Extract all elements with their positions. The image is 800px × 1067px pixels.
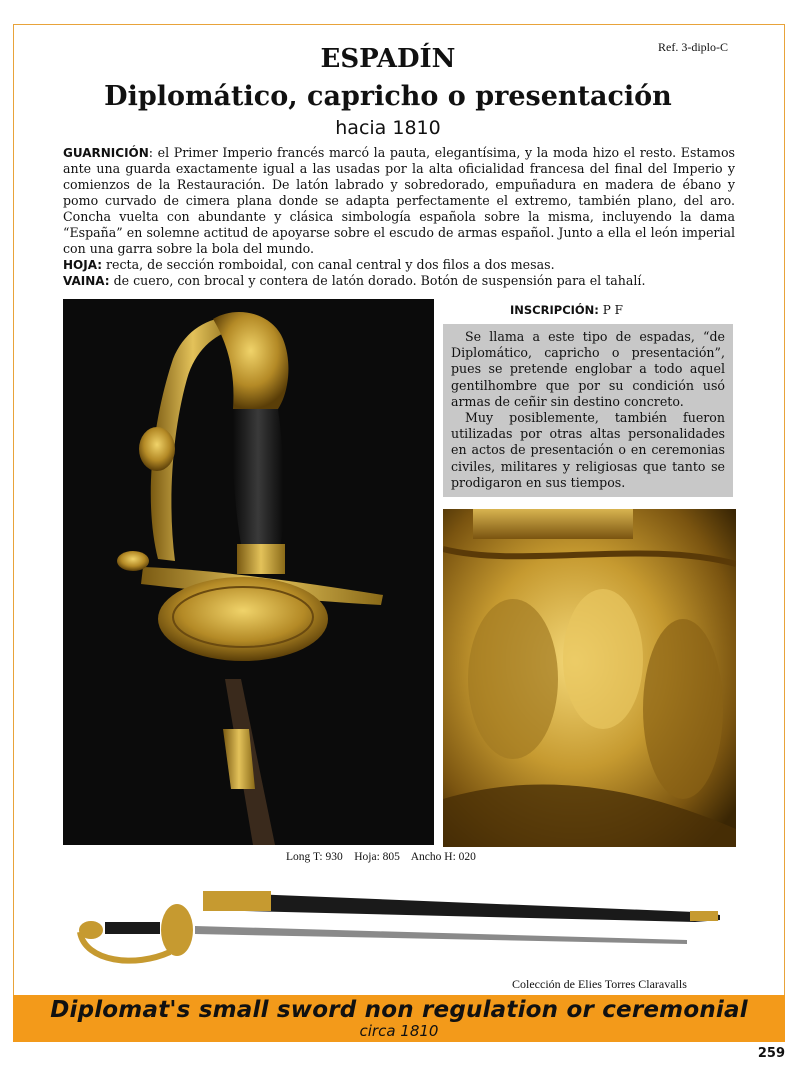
hoja-label: HOJA:: [63, 258, 103, 272]
english-title-band: [13, 995, 785, 1042]
english-subtitle: circa 1810: [359, 1022, 439, 1040]
shell-detail-photo: [443, 509, 736, 847]
note-paragraph-2: Muy posiblemente, también fueron utilizadas por otras altas personalidades en actos de presentación o en ceremonias civiles, militares y religiosas que tanto se prodigaron en sus tiempos.: [451, 410, 725, 490]
english-title: Diplomat's small sword non regulation or ceremonial: [50, 997, 748, 1023]
note-box: [443, 324, 733, 497]
collection-credit: Colección de Elies Torres Claravalls: [512, 977, 687, 991]
reference-code: Ref. 3-diplo-C: [658, 40, 728, 54]
guarnicion-label: GUARNICIÓN: [63, 146, 149, 160]
page-date: hacia 1810: [335, 117, 441, 139]
guarnicion-text: : el Primer Imperio francés marcó la pauta, elegantísima, y la moda hizo el resto. Estamos ante una guarda exactamente igual a las usadas por la alta oficialidad francesa del final del Imperio y comienzos de la Restauración. De latón labrado y sobredorado, empuñadura en madera de ébano y pomo curvado de cimera plana donde se adapta perfectamente el extremo, también plano, del aro. Concha vuelta con abundante y clásica simbología española sobre la misma, incluyendo la dama “España” en solemne actitud de apoyarse sobre el escudo de armas español. Junto a ella el león imperial con una garra sobre la bola del mundo.: [63, 145, 735, 256]
inscription-value: P F: [602, 303, 623, 317]
page-title: ESPADÍN: [320, 44, 456, 74]
note-paragraph-1: Se llama a este tipo de espadas, “de Diplomático, capricho o presentación”, pues se pretende englobar a todo aquel gentilhombre que por su condición usó armas de ceñir sin destino concreto.: [451, 329, 725, 409]
full-sword-photo: [75, 882, 725, 972]
inscription-label: INSCRIPCIÓN:: [510, 303, 599, 317]
hilt-photo: [63, 299, 434, 845]
vaina-label: VAINA:: [63, 274, 110, 288]
description-text: [63, 145, 735, 289]
dimensions: Long T: 930 Hoja: 805 Ancho H: 020: [286, 851, 476, 863]
hoja-text: recta, de sección romboidal, con canal central y dos filos a dos mesas.: [102, 257, 555, 272]
inscription: [510, 303, 623, 317]
page-number: 259: [757, 1046, 785, 1061]
vaina-text: de cuero, con brocal y contera de latón dorado. Botón de suspensión para el tahalí.: [109, 273, 646, 288]
page-subtitle: Diplomático, capricho o presentación: [104, 81, 672, 112]
